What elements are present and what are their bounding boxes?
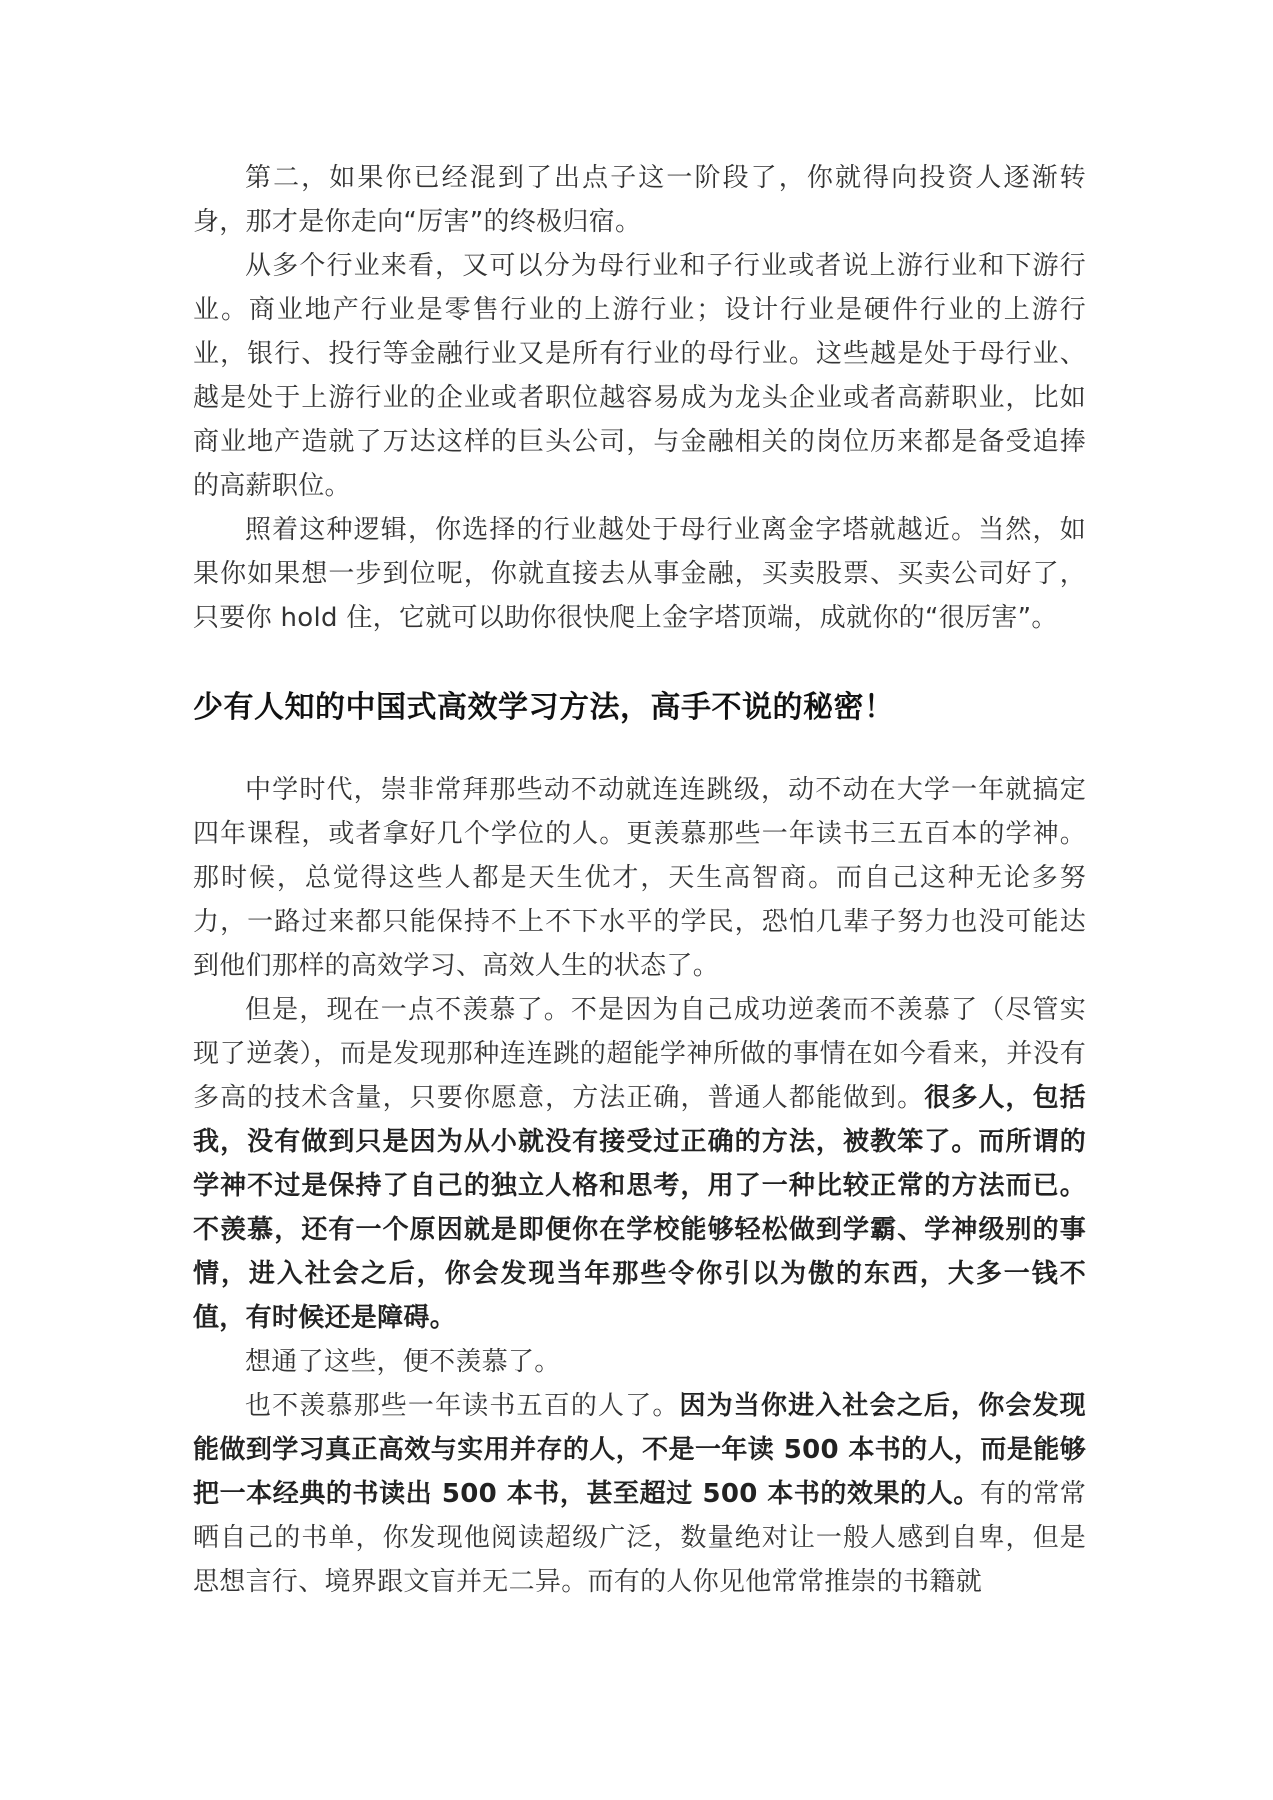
paragraph-reading xyxy=(193,1384,1086,1604)
section-heading: 少有人知的中国式高效学习方法，高手不说的秘密！ xyxy=(193,690,895,725)
paragraph-no-envy-text: 但是，现在一点不羡慕了。不是因为自己成功逆袭而不羡慕了（尽管实现了逆袭），而是发现那种连连跳的超能学神所做的事情在如今看来，并没有多高的技术含量，只要你愿意，方法正确，普通人都能做到。 xyxy=(193,995,1086,1113)
paragraph-reading-text-a: 也不羡慕那些一年读书五百的人了。 xyxy=(245,1391,680,1421)
document-content xyxy=(193,156,1086,1604)
paragraph-investor: 第二，如果你已经混到了出点子这一阶段了，你就得向投资人逐渐转身，那才是你走向“厉害”的终极归宿。 xyxy=(193,163,1086,237)
paragraph-school-days: 中学时代，崇非常拜那些动不动就连连跳级，动不动在大学一年就搞定四年课程，或者拿好几个学位的人。更羡慕那些一年读书三五百本的学神。那时候，总觉得这些人都是天生优才，天生高智商。而自己这种无论多努力，一路过来都只能保持不上不下水平的学民，恐怕几辈子努力也没可能达到他们那样的高效学习、高效人生的状态了。 xyxy=(193,775,1086,981)
paragraph-logic: 照着这种逻辑，你选择的行业越处于母行业离金字塔就越近。当然，如果你如果想一步到位呢，你就直接去从事金融，买卖股票、买卖公司好了，只要你 hold 住，它就可以助你很快爬上金字塔顶端，成就你的“很厉害”。 xyxy=(193,515,1086,633)
paragraph-no-envy xyxy=(193,988,1086,1340)
paragraph-reading-bold: 因为当你进入社会之后，你会发现能做到学习真正高效与实用并存的人，不是一年读 500 本书的人，而是能够把一本经典的书读出 500 本书，甚至超过 500 本书的效果的人。 xyxy=(193,1391,1086,1509)
paragraph-understood: 想通了这些，便不羡慕了。 xyxy=(245,1347,561,1377)
paragraph-no-envy-bold: 很多人，包括我，没有做到只是因为从小就没有接受过正确的方法，被教笨了。而所谓的学神不过是保持了自己的独立人格和思考，用了一种比较正常的方法而已。不羡慕，还有一个原因就是即便你在学校能够轻松做到学霸、学神级别的事情，进入社会之后，你会发现当年那些令你引以为傲的东西，大多一钱不值，有时候还是障碍。 xyxy=(193,1083,1086,1333)
paragraph-reading-text-b: 有的常常晒自己的书单，你发现他阅读超级广泛，数量绝对让一般人感到自卑，但是思想言行、境界跟文盲并无二异。而有的人你见他常常推崇的书籍就 xyxy=(193,1479,1087,1597)
paragraph-industries: 从多个行业来看，又可以分为母行业和子行业或者说上游行业和下游行业。商业地产行业是零售行业的上游行业；设计行业是硬件行业的上游行业，银行、投行等金融行业又是所有行业的母行业。这些越是处于母行业、越是处于上游行业的企业或者职位越容易成为龙头企业或者高薪职业，比如商业地产造就了万达这样的巨头公司，与金融相关的岗位历来都是备受追捧的高薪职位。 xyxy=(193,251,1086,501)
